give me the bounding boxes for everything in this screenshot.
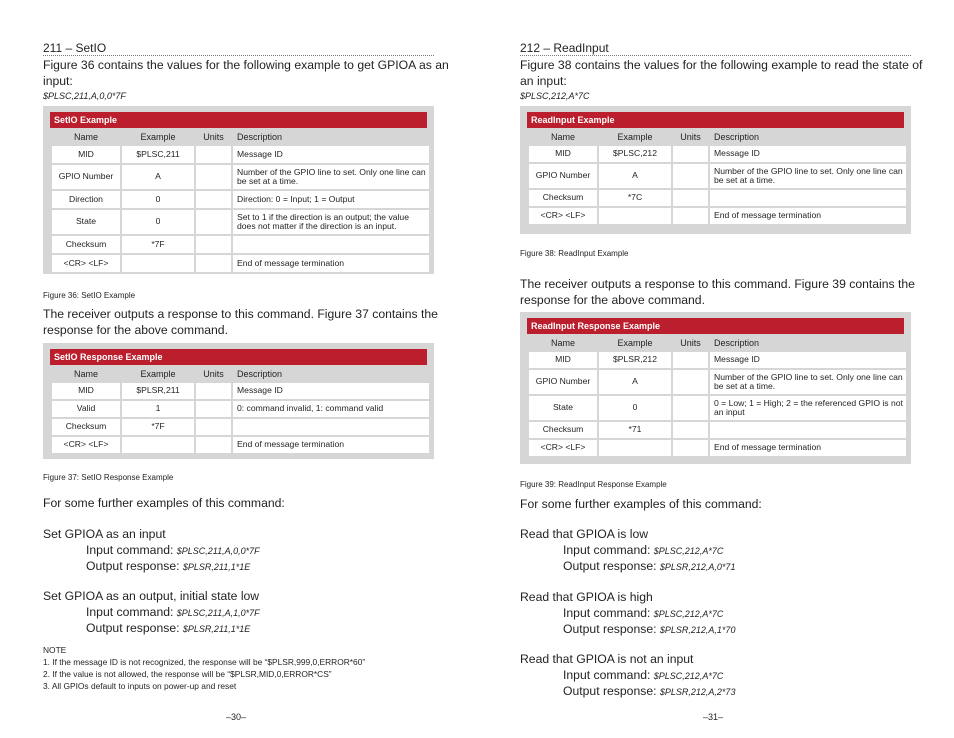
output-label: Output response: bbox=[563, 622, 660, 636]
column-header: Description bbox=[714, 338, 760, 348]
table-cell bbox=[599, 208, 671, 224]
table-title: SetIO Response Example bbox=[50, 349, 427, 365]
table-cell bbox=[673, 370, 708, 394]
example-title: Set GPIOA as an output, initial state low bbox=[43, 589, 260, 603]
example-title: Read that GPIOA is not an input bbox=[520, 652, 694, 666]
response-line-2: response for the above command. bbox=[43, 323, 228, 337]
table-cell: Number of the GPIO line to set. Only one line can be set at a time. bbox=[710, 164, 906, 188]
table-grid bbox=[50, 128, 431, 274]
table-cell: A bbox=[599, 370, 671, 394]
table-grid bbox=[50, 365, 431, 455]
section-heading: 212 – ReadInput bbox=[520, 41, 609, 55]
table-cell: End of message termination bbox=[233, 255, 429, 272]
input-command: $PLSC,211,A,1,0*7F bbox=[176, 608, 260, 618]
example-command: $PLSC,212,A*7C bbox=[520, 91, 590, 101]
table-cell: Checksum bbox=[52, 419, 120, 435]
table-row bbox=[52, 383, 429, 399]
example-title: Set GPIOA as an input bbox=[43, 527, 166, 541]
table-cell: *71 bbox=[599, 422, 671, 438]
table-cell bbox=[673, 396, 708, 420]
table-cell: Number of the GPIO line to set. Only one line can be set at a time. bbox=[710, 370, 906, 394]
column-header: Description bbox=[714, 132, 760, 142]
table-cell: State bbox=[529, 396, 597, 420]
figure-caption: Figure 36: SetIO Example bbox=[43, 291, 136, 300]
table-cell: *7C bbox=[599, 190, 671, 206]
table-row bbox=[529, 352, 906, 368]
table-title: SetIO Example bbox=[50, 112, 427, 128]
example-input bbox=[563, 606, 723, 620]
table-cell bbox=[196, 165, 231, 189]
table-title: ReadInput Example bbox=[527, 112, 904, 128]
table-cell: End of message termination bbox=[710, 208, 906, 224]
column-header: Example bbox=[140, 132, 176, 142]
table-cell: <CR> <LF> bbox=[529, 440, 597, 456]
table-cell: End of message termination bbox=[710, 440, 906, 456]
example-output bbox=[563, 684, 735, 698]
table-cell bbox=[673, 164, 708, 188]
table-cell bbox=[196, 191, 231, 208]
table-cell: Message ID bbox=[233, 146, 429, 163]
table-row bbox=[52, 255, 429, 272]
input-command: $PLSC,212,A*7C bbox=[653, 609, 724, 619]
table-cell: <CR> <LF> bbox=[52, 437, 120, 453]
table-cell: GPIO Number bbox=[529, 370, 597, 394]
table-row bbox=[529, 208, 906, 224]
table-cell bbox=[196, 255, 231, 272]
dotted-rule bbox=[520, 55, 911, 56]
table-row bbox=[529, 146, 906, 162]
table-row bbox=[52, 146, 429, 163]
table-row bbox=[529, 164, 906, 188]
output-label: Output response: bbox=[86, 621, 183, 635]
intro-line-1: Figure 38 contains the values for the following example to read the state of bbox=[520, 58, 923, 72]
example-output bbox=[563, 559, 735, 573]
table-cell: Message ID bbox=[710, 146, 906, 162]
table-header-row bbox=[52, 130, 429, 144]
table-cell bbox=[196, 210, 231, 234]
table-grid bbox=[527, 334, 908, 458]
table-row bbox=[529, 370, 906, 394]
figure-caption: Figure 37: SetIO Response Example bbox=[43, 473, 174, 482]
section-heading: 211 – SetIO bbox=[43, 41, 107, 55]
column-header: Name bbox=[73, 369, 98, 379]
table-cell bbox=[673, 208, 708, 224]
column-header: Units bbox=[680, 338, 701, 348]
table-cell bbox=[196, 419, 231, 435]
column-header: Name bbox=[550, 132, 575, 142]
table-header-row bbox=[529, 130, 906, 144]
intro-line-2: an input: bbox=[520, 74, 567, 88]
output-response: $PLSR,212,A,0*71 bbox=[659, 562, 736, 572]
input-command: $PLSC,211,A,0,0*7F bbox=[176, 546, 260, 556]
page-number: –31– bbox=[703, 712, 724, 722]
table-cell: A bbox=[122, 165, 194, 189]
example-title: Read that GPIOA is low bbox=[520, 527, 649, 541]
table-cell: Direction: 0 = Input; 1 = Output bbox=[233, 191, 429, 208]
output-response: $PLSR,211,1*1E bbox=[182, 624, 251, 634]
table-cell: 0: command invalid, 1: command valid bbox=[233, 401, 429, 417]
notes-block bbox=[43, 644, 365, 692]
table-title: ReadInput Response Example bbox=[527, 318, 904, 334]
table-row bbox=[52, 437, 429, 453]
output-label: Output response: bbox=[563, 684, 660, 698]
column-header: Example bbox=[617, 338, 653, 348]
table-cell: A bbox=[599, 164, 671, 188]
table-cell: MID bbox=[52, 146, 120, 163]
table-cell bbox=[599, 440, 671, 456]
table-row bbox=[52, 210, 429, 234]
table-cell: $PLSR,211 bbox=[122, 383, 194, 399]
table-header-row bbox=[52, 367, 429, 381]
table-cell: Direction bbox=[52, 191, 120, 208]
setio-response-table bbox=[43, 343, 434, 459]
output-response: $PLSR,212,A,2*73 bbox=[659, 687, 736, 697]
table-row bbox=[52, 236, 429, 253]
table-cell: Message ID bbox=[233, 383, 429, 399]
table-cell: <CR> <LF> bbox=[529, 208, 597, 224]
example-command: $PLSC,211,A,0,0*7F bbox=[43, 91, 126, 101]
table-cell bbox=[673, 422, 708, 438]
input-label: Input command: bbox=[563, 606, 654, 620]
table-cell: *7F bbox=[122, 419, 194, 435]
table-cell: Checksum bbox=[529, 422, 597, 438]
table-cell bbox=[196, 383, 231, 399]
readinput-response-table bbox=[520, 312, 911, 464]
table-cell: Message ID bbox=[710, 352, 906, 368]
table-cell: 0 bbox=[122, 210, 194, 234]
table-cell: Set to 1 if the direction is an output; the value does not matter if the direction is an input. bbox=[233, 210, 429, 234]
table-cell bbox=[710, 190, 906, 206]
table-cell: $PLSR,212 bbox=[599, 352, 671, 368]
table-cell: Checksum bbox=[52, 236, 120, 253]
column-header: Name bbox=[550, 338, 575, 348]
example-title: Read that GPIOA is high bbox=[520, 590, 653, 604]
dotted-rule bbox=[43, 55, 434, 56]
table-row bbox=[52, 191, 429, 208]
table-cell: 0 = Low; 1 = High; 2 = the referenced GPIO is not an input bbox=[710, 396, 906, 420]
setio-example-table bbox=[43, 106, 434, 274]
table-cell bbox=[673, 440, 708, 456]
table-cell bbox=[673, 190, 708, 206]
table-row bbox=[529, 422, 906, 438]
column-header: Units bbox=[203, 369, 224, 379]
output-label: Output response: bbox=[563, 559, 660, 573]
table-cell: $PLSC,211 bbox=[122, 146, 194, 163]
table-cell: GPIO Number bbox=[52, 165, 120, 189]
table-row bbox=[529, 440, 906, 456]
input-label: Input command: bbox=[86, 543, 177, 557]
table-cell bbox=[233, 236, 429, 253]
table-cell bbox=[196, 401, 231, 417]
table-header-row bbox=[529, 336, 906, 350]
page-31 bbox=[477, 0, 954, 738]
example-output bbox=[86, 559, 250, 573]
note-item: 3. All GPIOs default to inputs on power-up and reset bbox=[43, 681, 237, 691]
input-command: $PLSC,212,A*7C bbox=[653, 671, 724, 681]
page-number: –30– bbox=[226, 712, 247, 722]
table-cell: <CR> <LF> bbox=[52, 255, 120, 272]
table-cell: Checksum bbox=[529, 190, 597, 206]
table-cell bbox=[122, 255, 194, 272]
table-cell: Valid bbox=[52, 401, 120, 417]
example-input bbox=[563, 668, 723, 682]
table-cell bbox=[196, 146, 231, 163]
table-cell bbox=[122, 437, 194, 453]
table-cell: 0 bbox=[599, 396, 671, 420]
example-input bbox=[86, 605, 260, 619]
table-cell: Number of the GPIO line to set. Only one line can be set at a time. bbox=[233, 165, 429, 189]
table-row bbox=[529, 190, 906, 206]
table-cell: State bbox=[52, 210, 120, 234]
example-input bbox=[86, 543, 260, 557]
table-cell: MID bbox=[52, 383, 120, 399]
table-grid bbox=[527, 128, 908, 226]
input-label: Input command: bbox=[86, 605, 177, 619]
table-cell bbox=[196, 236, 231, 253]
table-cell bbox=[673, 146, 708, 162]
response-line-2: response for the above command. bbox=[520, 293, 705, 307]
example-input bbox=[563, 543, 723, 557]
column-header: Description bbox=[237, 132, 283, 142]
response-line-1: The receiver outputs a response to this command. Figure 39 contains the bbox=[520, 277, 915, 291]
example-output bbox=[86, 621, 250, 635]
input-label: Input command: bbox=[563, 668, 654, 682]
output-label: Output response: bbox=[86, 559, 183, 573]
table-row bbox=[52, 419, 429, 435]
example-output bbox=[563, 622, 735, 636]
output-response: $PLSR,211,1*1E bbox=[182, 562, 251, 572]
intro-line-2: input: bbox=[43, 74, 73, 88]
table-row bbox=[52, 165, 429, 189]
figure-caption: Figure 39: ReadInput Response Example bbox=[520, 480, 667, 489]
table-cell bbox=[673, 352, 708, 368]
column-header: Example bbox=[140, 369, 176, 379]
table-cell bbox=[233, 419, 429, 435]
table-cell: 1 bbox=[122, 401, 194, 417]
table-cell: End of message termination bbox=[233, 437, 429, 453]
column-header: Name bbox=[73, 132, 98, 142]
table-cell: MID bbox=[529, 146, 597, 162]
table-cell bbox=[196, 437, 231, 453]
table-cell: 0 bbox=[122, 191, 194, 208]
further-examples-text: For some further examples of this command: bbox=[43, 496, 285, 510]
figure-caption: Figure 38: ReadInput Example bbox=[520, 249, 629, 258]
input-command: $PLSC,212,A*7C bbox=[653, 546, 724, 556]
table-row bbox=[52, 401, 429, 417]
note-title: NOTE bbox=[43, 645, 67, 655]
output-response: $PLSR,212,A,1*70 bbox=[659, 625, 736, 635]
column-header: Units bbox=[680, 132, 701, 142]
table-row bbox=[529, 396, 906, 420]
note-item: 1. If the message ID is not recognized, the response will be “$PLSR,999,0,ERROR*60” bbox=[43, 657, 366, 667]
intro-line-1: Figure 36 contains the values for the following example to get GPIOA as an bbox=[43, 58, 449, 72]
table-cell bbox=[710, 422, 906, 438]
response-line-1: The receiver outputs a response to this command. Figure 37 contains the bbox=[43, 307, 438, 321]
further-examples-text: For some further examples of this command: bbox=[520, 497, 762, 511]
readinput-example-table bbox=[520, 106, 911, 234]
table-cell: $PLSC,212 bbox=[599, 146, 671, 162]
column-header: Description bbox=[237, 369, 283, 379]
note-item: 2. If the value is not allowed, the response will be “$PLSR,MID,0,ERROR*CS” bbox=[43, 669, 332, 679]
table-cell: GPIO Number bbox=[529, 164, 597, 188]
input-label: Input command: bbox=[563, 543, 654, 557]
table-cell: MID bbox=[529, 352, 597, 368]
column-header: Example bbox=[617, 132, 653, 142]
column-header: Units bbox=[203, 132, 224, 142]
table-cell: *7F bbox=[122, 236, 194, 253]
